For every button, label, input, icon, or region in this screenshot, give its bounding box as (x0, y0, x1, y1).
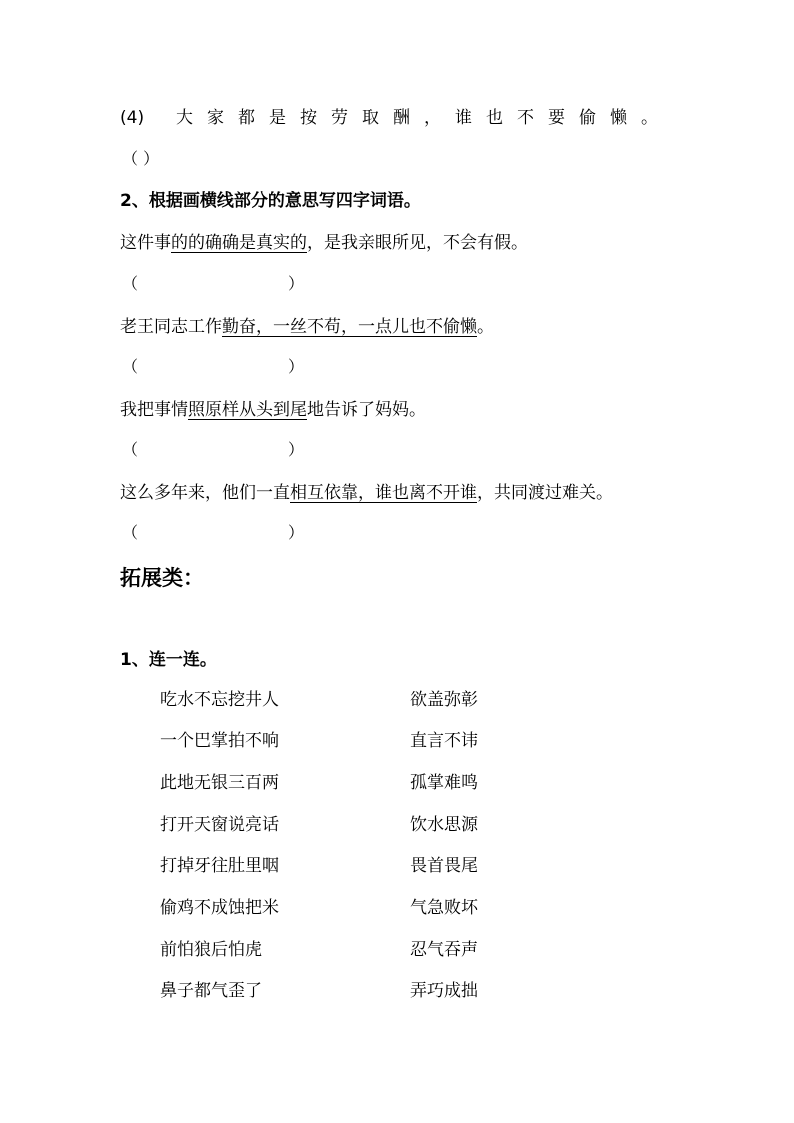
left-idiom-3: 此地无银三百两 (160, 773, 279, 793)
sentence-3-underlined: 照原样从头到尾 (188, 400, 307, 420)
sentence-3 (120, 398, 426, 422)
right-idiom-6: 气急败坏 (410, 898, 478, 918)
answer-blank-4-open: （ (122, 523, 139, 542)
right-idiom-1: 欲盖弥彰 (410, 690, 478, 710)
sentence-2 (120, 315, 494, 339)
sentence-3-before: 我把事情 (120, 400, 188, 420)
right-idiom-8: 弄巧成拙 (410, 981, 478, 1001)
matching-task-title: 1、连一连。 (120, 650, 217, 670)
sentence-3-after: 地告诉了妈妈。 (307, 400, 426, 420)
left-idiom-7: 前怕狼后怕虎 (160, 940, 262, 960)
sentence-1 (120, 231, 528, 255)
sentence-4 (120, 481, 613, 505)
question-4-text: 大家都是按劳取酬，谁也不要偷懒。 (176, 108, 672, 128)
sentence-2-before: 老王同志工作 (120, 317, 222, 337)
answer-blank-1-open: （ (122, 274, 139, 293)
right-idiom-2: 直言不讳 (410, 731, 478, 751)
question-4-number: (4) (120, 108, 145, 128)
right-idiom-7: 忍气吞声 (410, 940, 478, 960)
right-idiom-5: 畏首畏尾 (410, 856, 478, 876)
left-idiom-2: 一个巴掌拍不响 (160, 731, 279, 751)
left-idiom-6: 偷鸡不成蚀把米 (160, 898, 279, 918)
left-idiom-1: 吃水不忘挖井人 (160, 690, 279, 710)
answer-blank-3-close: ） (288, 440, 305, 459)
left-idiom-5: 打掉牙往肚里咽 (160, 856, 279, 876)
answer-blank-1-close: ） (288, 274, 305, 293)
right-idiom-3: 孤掌难鸣 (410, 773, 478, 793)
left-idiom-4: 打开天窗说亮话 (160, 815, 279, 835)
extension-heading: 拓展类： (120, 566, 204, 590)
left-idiom-8: 鼻子都气歪了 (160, 981, 262, 1001)
sentence-1-underlined: 的的确确是真实的 (171, 233, 307, 253)
sentence-1-before: 这件事 (120, 233, 171, 253)
right-idiom-4: 饮水思源 (410, 815, 478, 835)
sentence-1-after: ，是我亲眼所见，不会有假。 (307, 233, 528, 253)
answer-blank-2-close: ） (288, 357, 305, 376)
answer-blank-3-open: （ (122, 440, 139, 459)
answer-blank-2-open: （ (122, 357, 139, 376)
sentence-4-before: 这么多年来，他们一直 (120, 483, 290, 503)
sentence-4-underlined: 相互依靠，谁也离不开谁 (290, 483, 477, 503)
sentence-4-after: ，共同渡过难关。 (477, 483, 613, 503)
sentence-2-underlined: 勤奋，一丝不苟，一点儿也不偷懒 (222, 317, 477, 337)
question-4-answer-blank: （ ） (122, 149, 160, 168)
sentence-2-after: 。 (477, 317, 494, 337)
answer-blank-4-close: ） (288, 523, 305, 542)
section-2-title: 2、根据画横线部分的意思写四字词语。 (120, 191, 421, 211)
